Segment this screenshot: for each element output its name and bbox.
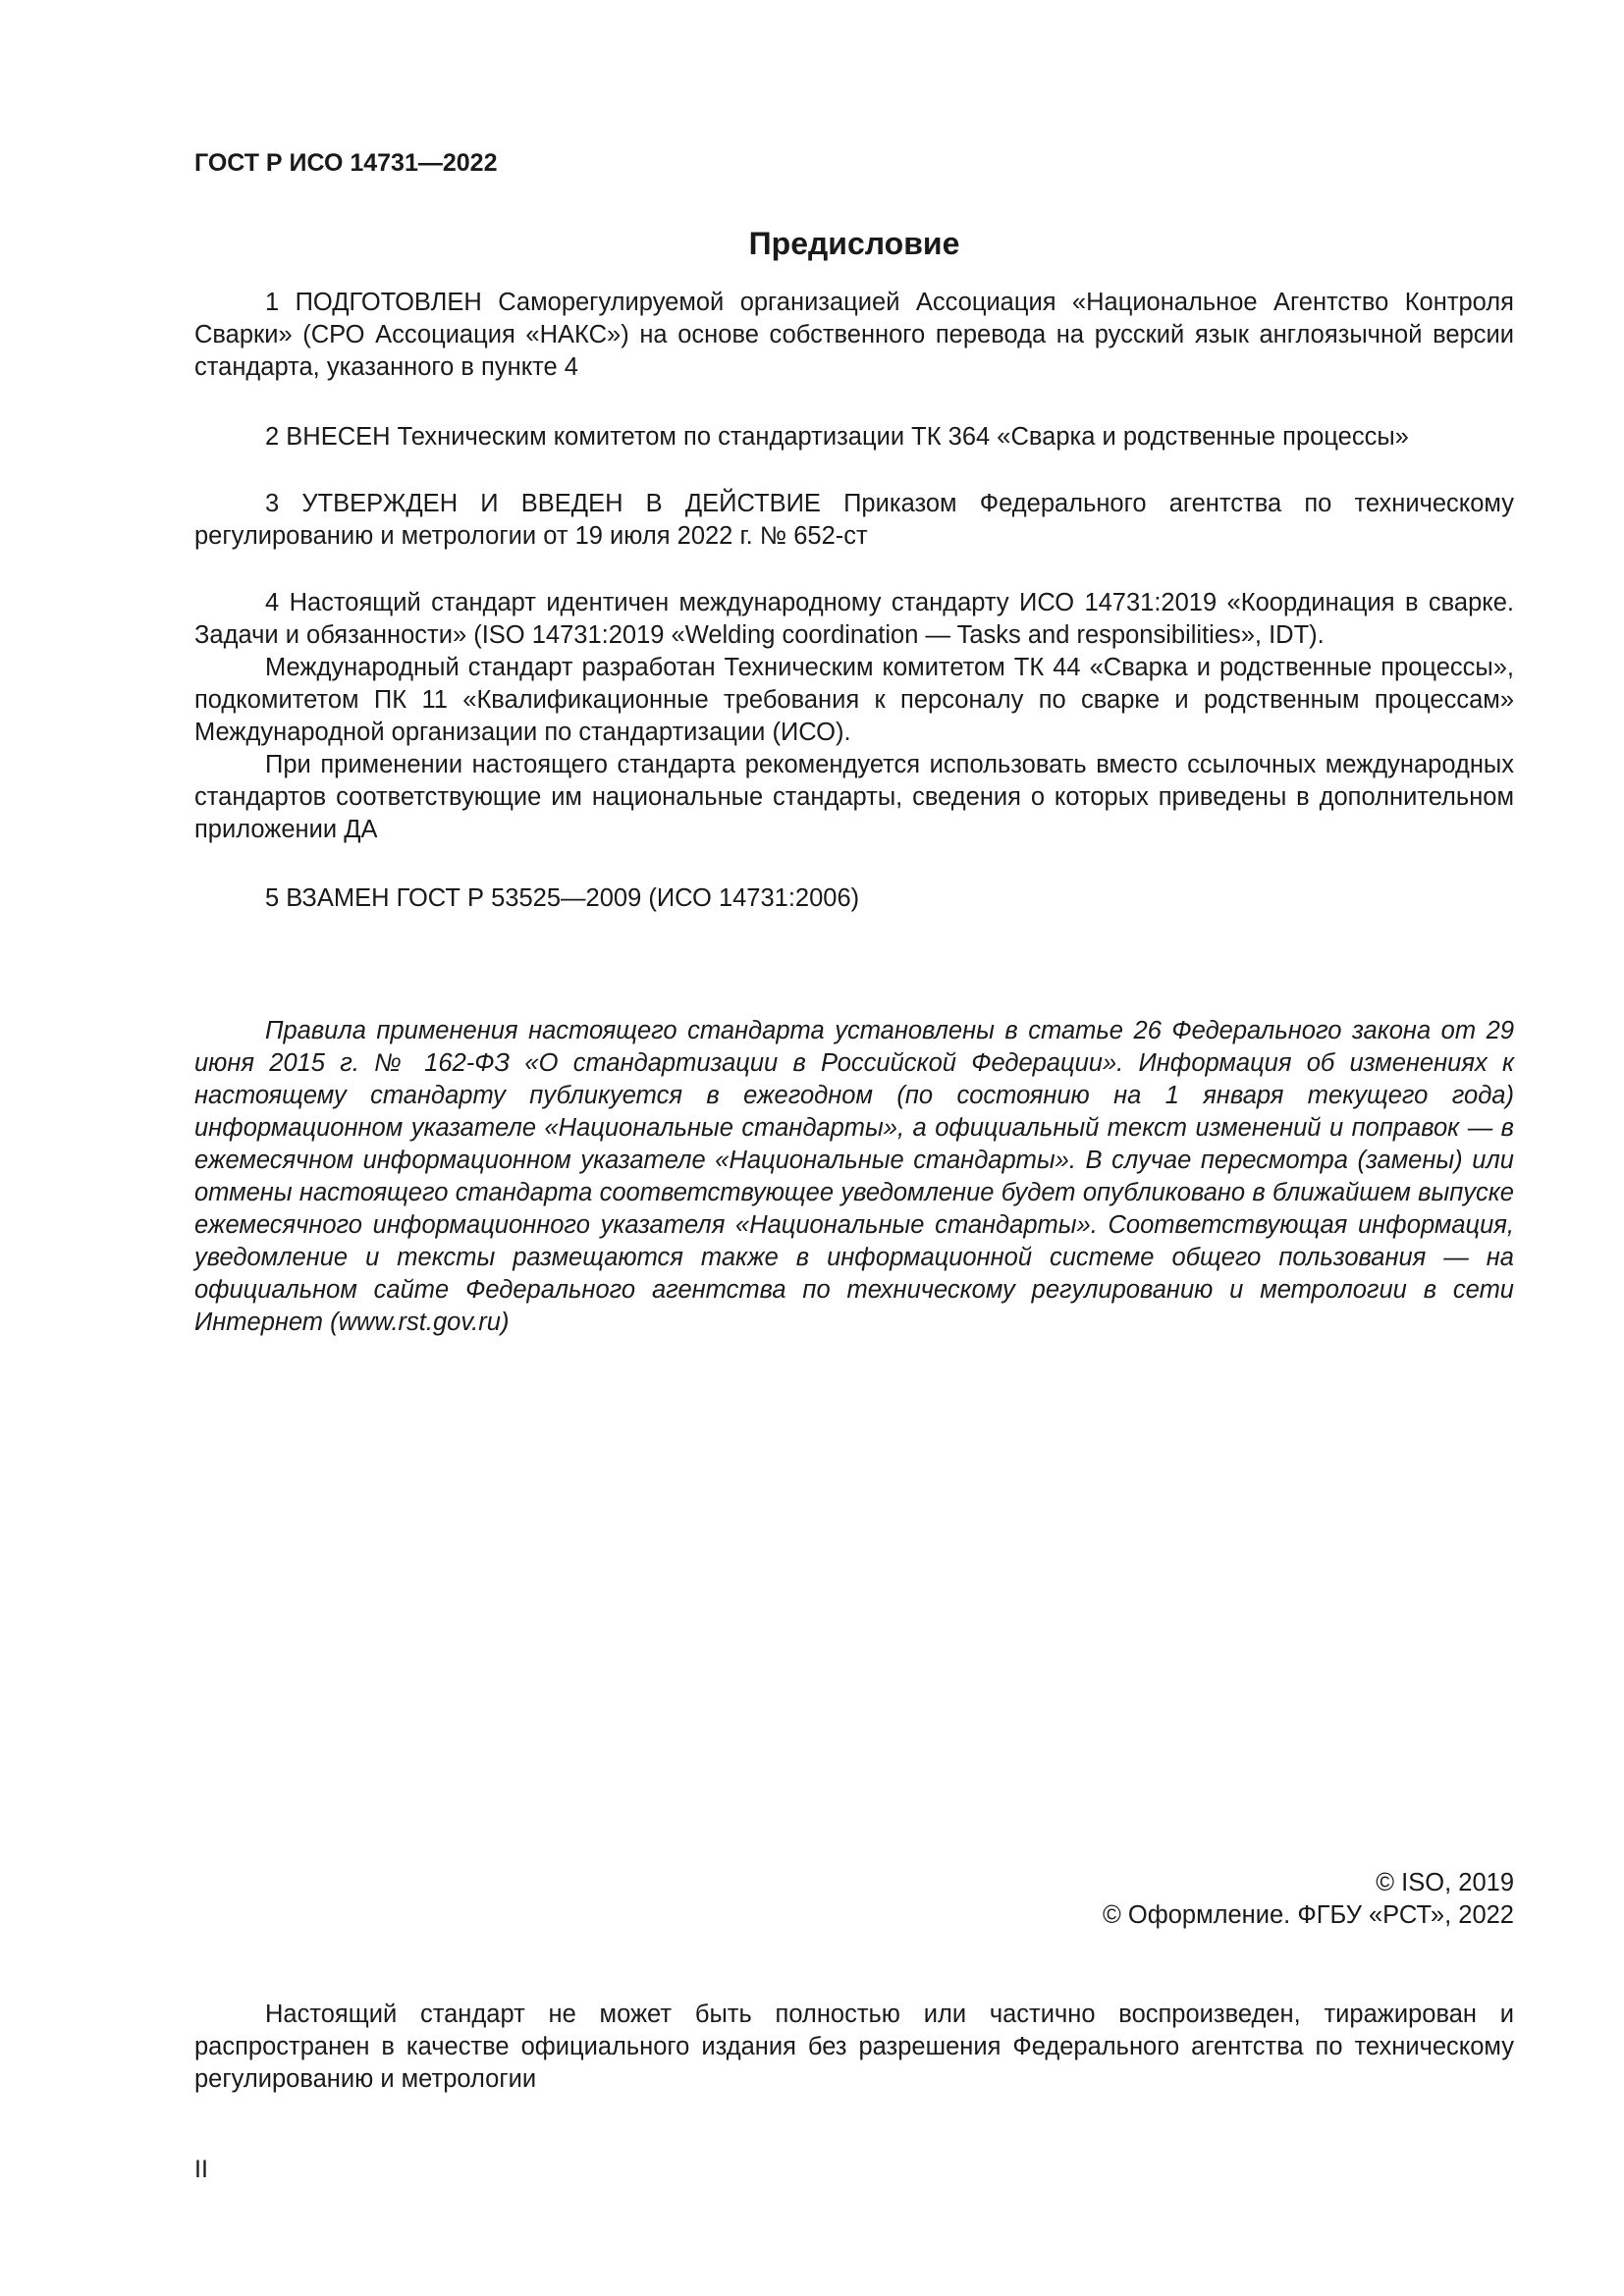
page-number: II <box>194 2156 208 2183</box>
paragraph-identical: 4 Настоящий стандарт идентичен международному стандарту ИСО 14731:2019 «Координация в сварке. Задачи и обязанности» (ISO 14731:2019 «Welding coordination — Tasks and responsibilities», IDT). <box>194 589 1514 649</box>
paragraph-approved: 3 УТВЕРЖДЕН И ВВЕДЕН В ДЕЙСТВИЕ Приказом Федерального агентства по техническому регулированию и метрологии от 19 июля 2022 г. № 652-ст <box>194 490 1514 550</box>
paragraph-replaces: 5 ВЗАМЕН ГОСТ Р 53525—2009 (ИСО 14731:2006) <box>265 884 860 912</box>
paragraph-developed-by: Международный стандарт разработан Техническим комитетом ТК 44 «Сварка и родственные процессы», подкомитетом ПК 11 «Квалификационные требования к персоналу по сварке и родственным процессам» Международной организации по стандартизации (ИСО). <box>194 654 1514 746</box>
paragraph-national-standards: При применении настоящего стандарта рекомендуется использовать вместо ссылочных международных стандартов соответствующие им национальные стандарты, сведения о которых приведены в дополнительном приложении ДА <box>194 751 1514 843</box>
paragraph-submitted: 2 ВНЕСЕН Техническим комитетом по стандартизации ТК 364 «Сварка и родственные процессы» <box>265 423 1409 451</box>
paragraph-prepared: 1 ПОДГОТОВЛЕН Саморегулируемой организацией Ассоциация «Национальное Агентство Контроля Сварки» (СРО Ассоциация «НАКС») на основе собственного перевода на русский язык англоязычной версии стандарта, указанного в пункте 4 <box>194 289 1514 381</box>
page-title: Предисловие <box>748 226 960 261</box>
rules-notice: Правила применения настоящего стандарта установлены в статье 26 Федерального закона от 29 июня 2015 г. № 162-ФЗ «О стандартизации в Российской Федерации». Информация об изменениях к настоящему стандарту публикуется в ежегодном (по состоянию на 1 января текущего года) информационном указателе «Национальные стандарты», а официальный текст изменений и поправок — в ежемесячном информационном указателе «Национальные стандарты». В случае пересмотра (замены) или отмены настоящего стандарта соответствующее уведомление будет опубликовано в ближайшем выпуске ежемесячного информационного указателя «Национальные стандарты». Соответствующая информация, уведомление и тексты размещаются также в информационной системе общего пользования — на официальном сайте Федерального агентства по техническому регулированию и метрологии в сети Интернет (www.rst.gov.ru) <box>194 1017 1514 1336</box>
reproduction-notice: Настоящий стандарт не может быть полностью или частично воспроизведен, тиражирован и распространен в качестве официального издания без разрешения Федерального агентства по техническому регулированию и метрологии <box>194 2001 1514 2093</box>
copyright-iso: © ISO, 2019 <box>1376 1869 1514 1896</box>
copyright-design: © Оформление. ФГБУ «РСТ», 2022 <box>1103 1901 1514 1929</box>
document-code: ГОСТ Р ИСО 14731—2022 <box>194 149 498 177</box>
